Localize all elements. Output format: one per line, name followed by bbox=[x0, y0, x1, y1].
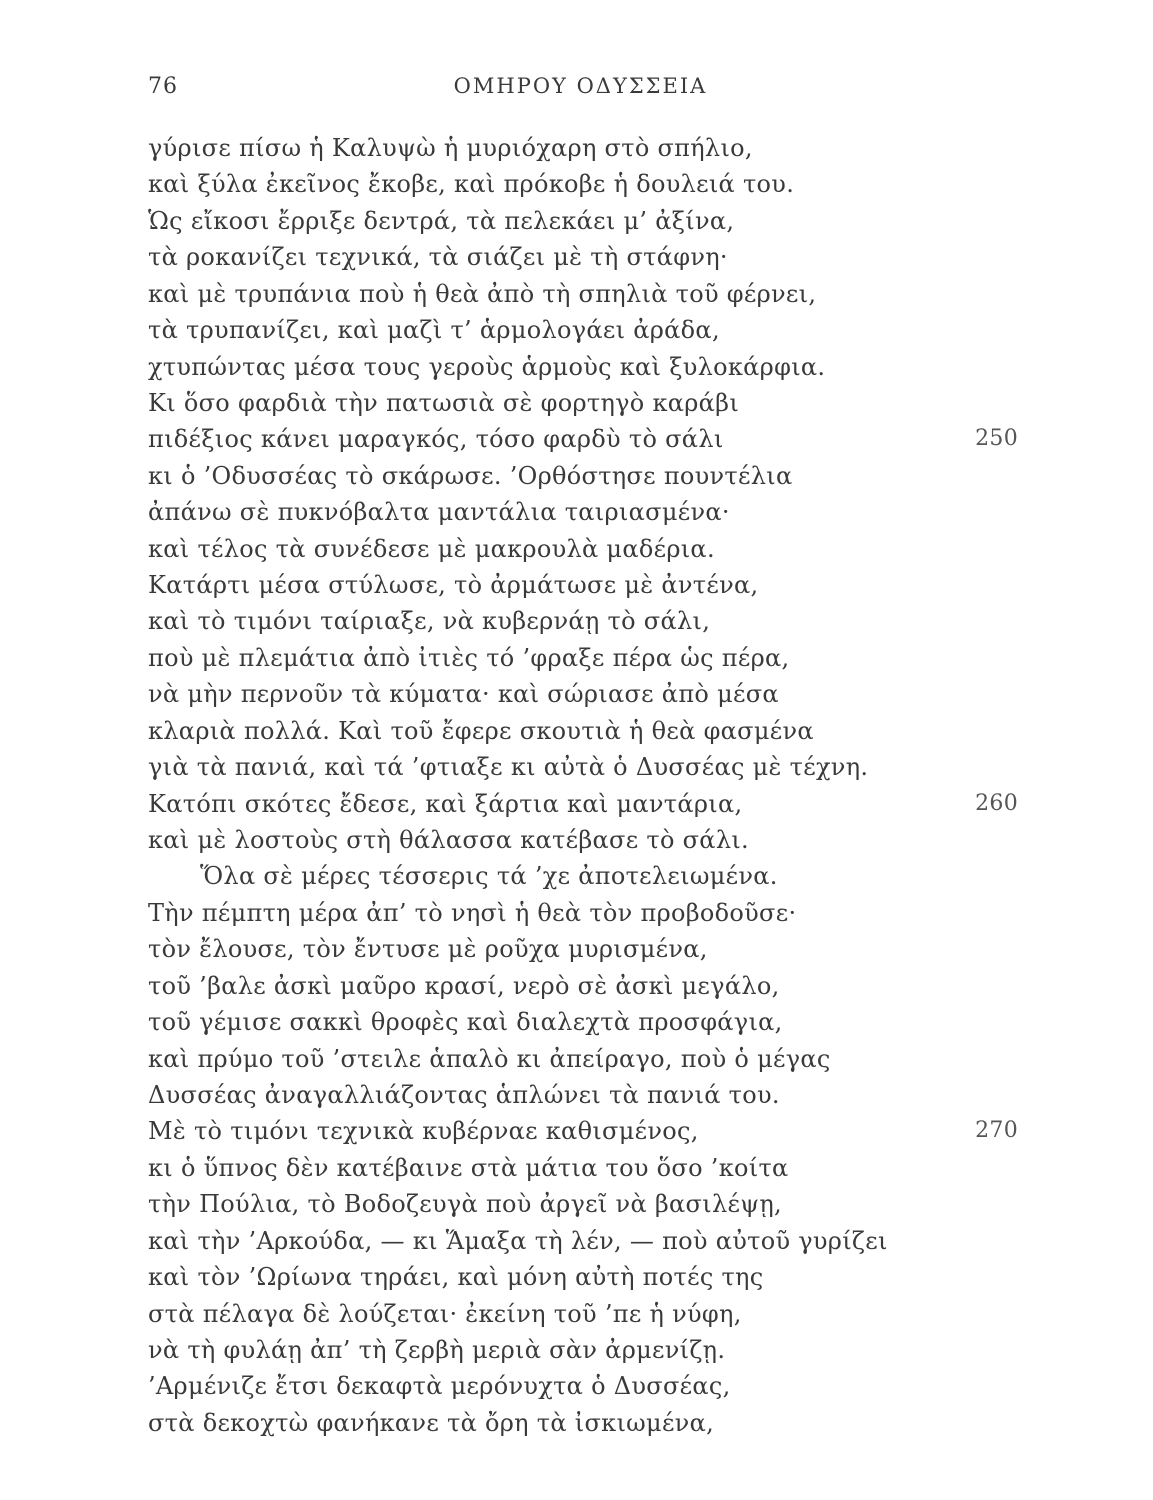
verse-line bbox=[148, 858, 1018, 894]
verse-line bbox=[148, 531, 1018, 567]
verse-text: νὰ τὴ φυλάῃ ἀπ’ τὴ ζερβὴ μεριὰ σὰν ἀρμενίζῃ. bbox=[148, 1335, 726, 1364]
verse-line bbox=[148, 567, 1018, 603]
verse-text: τὰ τρυπανίζει, καὶ μαζὶ τ’ ἁρμολογάει ἀράδα, bbox=[148, 316, 720, 345]
verse-text: τὸν ἔλουσε, τὸν ἔντυσε μὲ ροῦχα μυρισμένα, bbox=[148, 935, 708, 964]
verse-line bbox=[148, 640, 1018, 676]
verse-text: καὶ τέλος τὰ συνέδεσε μὲ μακρουλὰ μαδέρια. bbox=[148, 534, 715, 563]
verse-text: Μὲ τὸ τιμόνι τεχνικὰ κυβέρναε καθισμένος, bbox=[148, 1117, 699, 1146]
verse-text: τὰ ροκανίζει τεχνικά, τὰ σιάζει μὲ τὴ στάφνη· bbox=[148, 243, 728, 272]
verse-text: καὶ τὸν ’Ωρίωνα τηράει, καὶ μόνη αὐτὴ ποτές της bbox=[148, 1263, 764, 1292]
verse-line bbox=[148, 1041, 1018, 1077]
line-number: 250 bbox=[975, 426, 1018, 452]
verse-text: Δυσσέας ἀναγαλλιάζοντας ἁπλώνει τὰ πανιά του. bbox=[148, 1080, 780, 1109]
verse-line bbox=[148, 312, 1018, 348]
verse-text: καὶ ξύλα ἐκεῖνος ἔκοβε, καὶ πρόκοβε ἡ δουλειά του. bbox=[148, 170, 795, 199]
verse-text: καὶ μὲ λοστοὺς στὴ θάλασσα κατέβασε τὸ σάλι. bbox=[148, 826, 749, 855]
verse-line bbox=[148, 603, 1018, 639]
verse-line bbox=[148, 1113, 1018, 1149]
verse-text: ποὺ μὲ πλεμάτια ἀπὸ ἰτιὲς τό ’φραξε πέρα ὡς πέρα, bbox=[148, 643, 790, 672]
verse-text: Κατόπι σκότες ἔδεσε, καὶ ξάρτια καὶ μαντάρια, bbox=[148, 789, 743, 818]
verse-text: Κατάρτι μέσα στύλωσε, τὸ ἀρμάτωσε μὲ ἀντένα, bbox=[148, 571, 759, 600]
verse-line bbox=[148, 1368, 1018, 1404]
verse-text: Κι ὅσο φαρδιὰ τὴν πατωσιὰ σὲ φορτηγὸ καράβι bbox=[148, 388, 740, 417]
verse-block bbox=[148, 130, 1018, 1441]
line-number: 260 bbox=[975, 790, 1018, 816]
verse-line bbox=[148, 130, 1018, 166]
verse-text: κι ὁ ὕπνος δὲν κατέβαινε στὰ μάτια του ὅσο ’κοίτα bbox=[148, 1153, 789, 1182]
verse-text: γιὰ τὰ πανιά, καὶ τά ’φτιαξε κι αὐτὰ ὁ Δυσσέας μὲ τέχνη. bbox=[148, 753, 869, 782]
verse-line bbox=[148, 349, 1018, 385]
verse-line bbox=[148, 676, 1018, 712]
page-header bbox=[148, 74, 1013, 104]
verse-text: γύρισε πίσω ἡ Καλυψὼ ἡ μυριόχαρη στὸ σπήλιο, bbox=[148, 134, 753, 162]
verse-line bbox=[148, 786, 1018, 822]
verse-text: πιδέξιος κάνει μαραγκός, τόσο φαρδὺ τὸ σάλι bbox=[148, 425, 724, 454]
verse-line bbox=[148, 713, 1018, 749]
verse-text: ’Αρμένιζε ἔτσι δεκαφτὰ μερόνυχτα ὁ Δυσσέας, bbox=[148, 1372, 731, 1401]
verse-text: νὰ μὴν περνοῦν τὰ κύματα· καὶ σώριασε ἀπὸ μέσα bbox=[148, 680, 779, 709]
verse-line bbox=[148, 749, 1018, 785]
verse-line bbox=[148, 895, 1018, 931]
verse-line bbox=[148, 822, 1018, 858]
verse-text: Τὴν πέμπτη μέρα ἀπ’ τὸ νησὶ ἡ θεὰ τὸν προβοδοῦσε· bbox=[148, 898, 797, 927]
verse-text: ἀπάνω σὲ πυκνόβαλτα μαντάλια ταιριασμένα· bbox=[148, 498, 730, 527]
verse-line bbox=[148, 494, 1018, 530]
verse-text: χτυπώντας μέσα τους γεροὺς ἁρμοὺς καὶ ξυλοκάρφια. bbox=[148, 352, 826, 381]
running-title: ΟΜΗΡΟΥ ΟΔΥΣΣΕΙΑ bbox=[453, 74, 708, 98]
verse-text: κλαριὰ πολλά. Καὶ τοῦ ἔφερε σκουτιὰ ἡ θεὰ φασμένα bbox=[148, 716, 814, 745]
verse-line bbox=[148, 1186, 1018, 1222]
verse-text: στὰ δεκοχτὼ φανήκανε τὰ ὄρη τὰ ἰσκιωμένα, bbox=[148, 1408, 715, 1437]
verse-line bbox=[148, 1405, 1018, 1441]
verse-text: Ὅλα σὲ μέρες τέσσερις τά ’χε ἀποτελειωμένα. bbox=[200, 862, 778, 891]
verse-text: στὰ πέλαγα δὲ λούζεται· ἐκείνη τοῦ ’πε ἡ νύφη, bbox=[148, 1299, 742, 1328]
verse-text: τὴν Πούλια, τὸ Βοδοζευγὰ ποὺ ἀργεῖ νὰ βασιλέψῃ, bbox=[148, 1190, 782, 1219]
verse-line bbox=[148, 1077, 1018, 1113]
verse-line bbox=[148, 1296, 1018, 1332]
verse-line bbox=[148, 421, 1018, 457]
verse-text: καὶ τὸ τιμόνι ταίριαξε, νὰ κυβερνάῃ τὸ σάλι, bbox=[148, 607, 711, 636]
verse-line bbox=[148, 1150, 1018, 1186]
verse-text: καὶ μὲ τρυπάνια ποὺ ἡ θεὰ ἀπὸ τὴ σπηλιὰ τοῦ φέρνει, bbox=[148, 279, 817, 308]
verse-line bbox=[148, 1004, 1018, 1040]
verse-line bbox=[148, 968, 1018, 1004]
verse-line bbox=[148, 1332, 1018, 1368]
verse-text: καὶ πρύμο τοῦ ’στειλε ἁπαλὸ κι ἀπείραγο, ποὺ ὁ μέγας bbox=[148, 1044, 831, 1073]
verse-line bbox=[148, 166, 1018, 202]
verse-text: τοῦ ’βαλε ἀσκὶ μαῦρο κρασί, νερὸ σὲ ἀσκὶ μεγάλο, bbox=[148, 971, 780, 1000]
verse-line bbox=[148, 1259, 1018, 1295]
verse-line bbox=[148, 931, 1018, 967]
verse-text: Ὡς εἴκοσι ἔρριξε δεντρά, τὰ πελεκάει μ’ ἀξίνα, bbox=[148, 206, 735, 235]
verse-line bbox=[148, 276, 1018, 312]
verse-line bbox=[148, 239, 1018, 275]
verse-text: κι ὁ ’Οδυσσέας τὸ σκάρωσε. ’Ορθόστησε πουντέλια bbox=[148, 461, 793, 490]
verse-line bbox=[148, 385, 1018, 421]
page-number: 76 bbox=[148, 74, 178, 99]
verse-line bbox=[148, 203, 1018, 239]
verse-line bbox=[148, 1223, 1018, 1259]
verse-text: καὶ τὴν ’Αρκούδα, — κι Ἅμαξα τὴ λέν, — ποὺ αὐτοῦ γυρίζει bbox=[148, 1226, 888, 1255]
line-number: 270 bbox=[975, 1118, 1018, 1144]
verse-text: τοῦ γέμισε σακκὶ θροφὲς καὶ διαλεχτὰ προσφάγια, bbox=[148, 1008, 783, 1037]
verse-line bbox=[148, 458, 1018, 494]
